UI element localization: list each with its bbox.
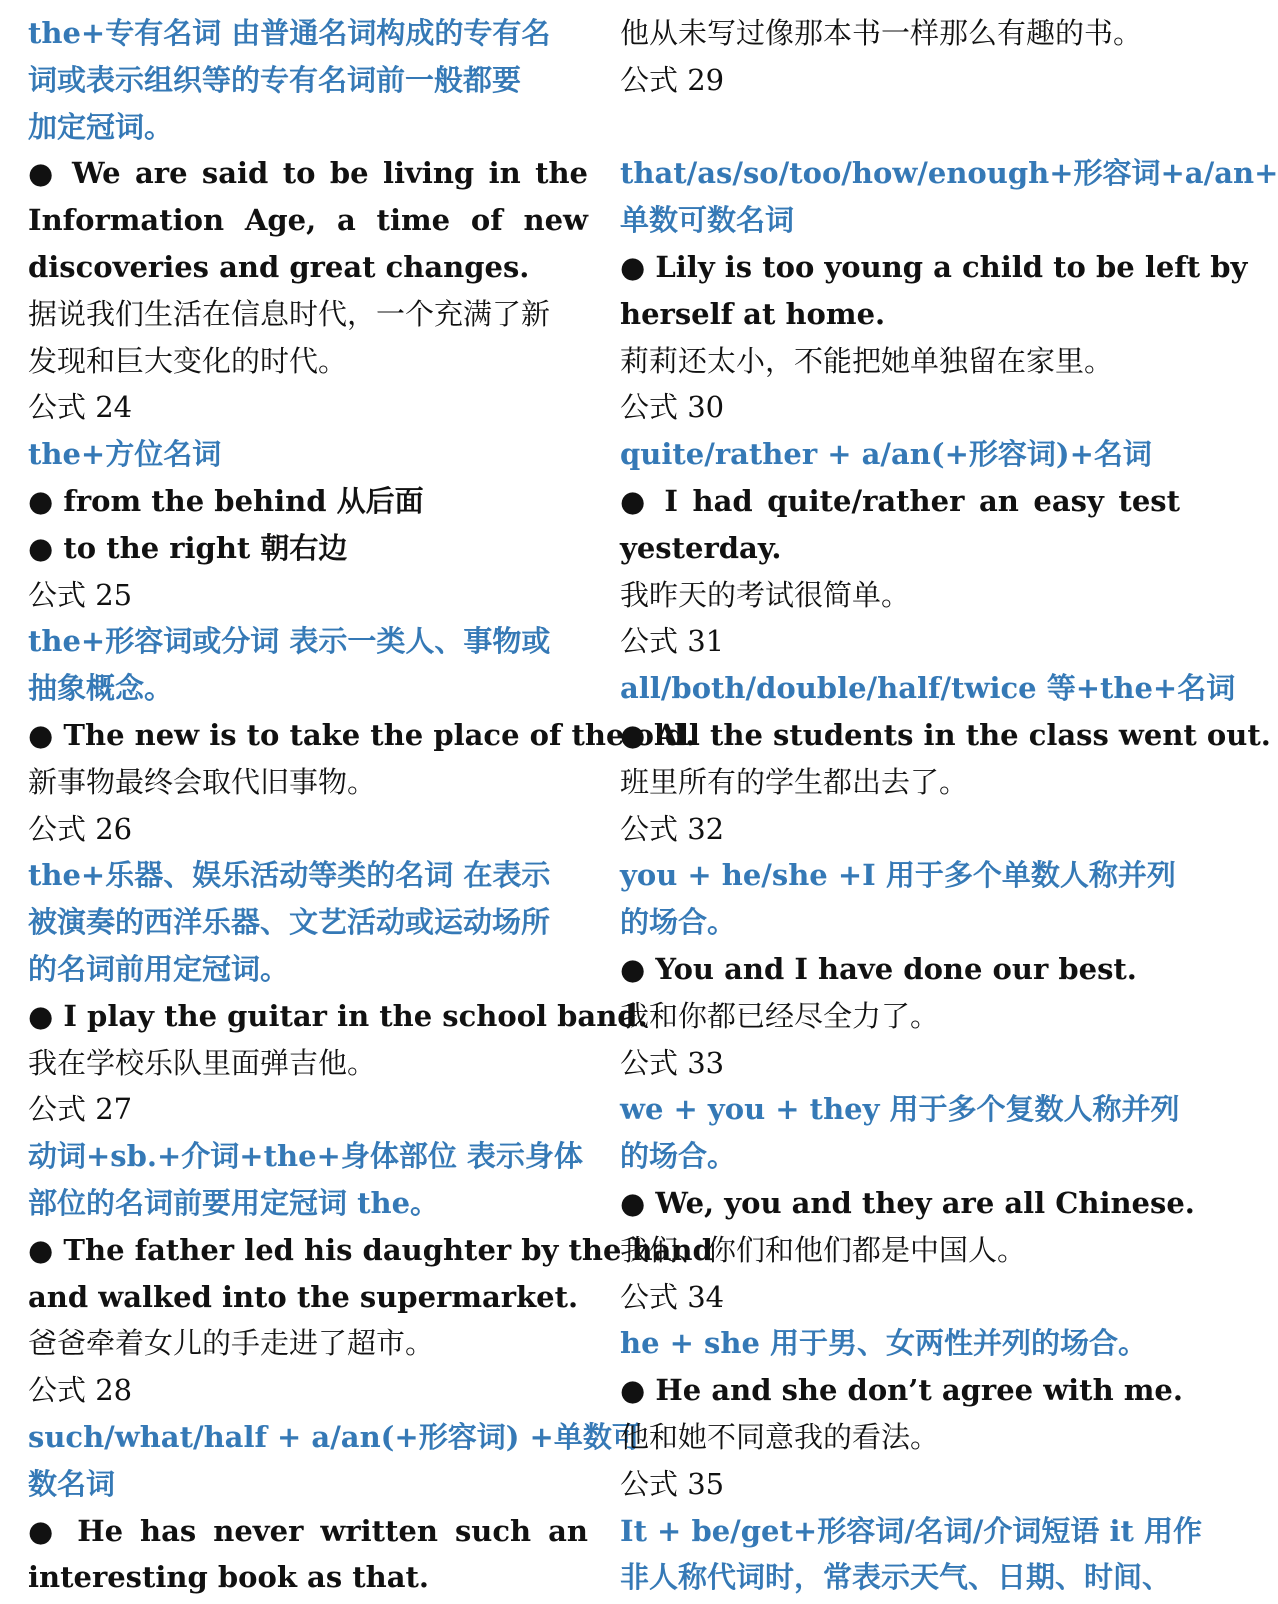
formula-heading-line: 被演奏的西洋乐器、文艺活动或运动场所 <box>28 905 551 940</box>
example-sentence-line: interesting book as that. <box>28 1560 430 1595</box>
example-sentence <box>28 1508 588 1602</box>
formula-heading-line: quite/rather + a/an(+形容词)+名词 <box>620 437 1152 472</box>
formula-heading-line: 词或表示组织等的专有名词前一般都要 <box>28 62 522 97</box>
example-sentence <box>28 993 648 1040</box>
formula-number <box>620 384 1180 431</box>
formula-number <box>620 1461 1180 1508</box>
translation-text <box>620 1227 1180 1274</box>
formula-heading-line: you + he/she +I 用于多个单数人称并列 <box>620 858 1176 893</box>
formula-number-label: 公式 28 <box>28 1373 133 1408</box>
example-sentence <box>620 1367 1183 1414</box>
formula-number-label: 公式 33 <box>620 1045 725 1080</box>
translation-text-line: 我在学校乐队里面弹吉他。 <box>28 1045 377 1080</box>
translation-text <box>620 10 1180 57</box>
formula-heading-line: 单数可数名词 <box>620 203 795 238</box>
formula-heading-line: all/both/double/half/twice 等+the+名词 <box>620 671 1236 706</box>
example-sentence <box>620 712 1271 759</box>
formula-heading-line: 加定冠词。 <box>28 109 174 144</box>
formula-number-label: 公式 34 <box>620 1279 725 1314</box>
example-sentence <box>620 1180 1195 1227</box>
example-sentence-line: yesterday. <box>620 530 782 565</box>
translation-text-line: 他和她不同意我的看法。 <box>620 1419 940 1454</box>
formula-number-label: 公式 29 <box>620 62 725 97</box>
example-sentence-line: ● The father led his daughter by the hand <box>28 1232 713 1267</box>
example-sentence <box>620 478 1180 572</box>
formula-heading-line: It + be/get+形容词/名词/介词短语 it 用作 <box>620 1513 1202 1548</box>
formula-number-label: 公式 25 <box>28 577 133 612</box>
example-sentence <box>28 712 696 759</box>
formula-number-label: 公式 27 <box>28 1092 133 1127</box>
formula-number <box>28 806 588 853</box>
formula-heading-line: the+专有名词 由普通名词构成的专有名 <box>28 16 551 50</box>
formula-heading <box>28 431 588 478</box>
formula-heading-line: he + she 用于男、女两性并列的场合。 <box>620 1326 1147 1361</box>
formula-number <box>28 1086 588 1133</box>
formula-heading-line: 的名词前用定冠词。 <box>28 951 290 986</box>
formula-heading-line: the+方位名词 <box>28 437 222 472</box>
translation-text <box>620 993 1180 1040</box>
formula-heading-line: 抽象概念。 <box>28 671 174 706</box>
translation-text <box>28 1040 588 1087</box>
formula-heading <box>620 1086 1180 1180</box>
translation-text-line: 我和你都已经尽全力了。 <box>620 998 940 1033</box>
formula-number <box>620 806 1180 853</box>
formula-number <box>620 57 1180 104</box>
example-sentence-line: ● He and she don’t agree with me. <box>620 1373 1183 1408</box>
formula-heading <box>28 1414 641 1508</box>
translation-text <box>620 1414 1180 1461</box>
example-sentence <box>620 946 1180 993</box>
formula-heading-line: the+形容词或分词 表示一类人、事物或 <box>28 624 551 659</box>
formula-heading <box>620 150 1278 244</box>
example-sentence-line: ● from the behind 从后面 <box>28 483 424 518</box>
formula-heading-line: 动词+sb.+介词+the+身体部位 表示身体 <box>28 1139 583 1174</box>
example-sentence-line: ● The new is to take the place of the old. <box>28 717 696 752</box>
formula-heading <box>620 431 1180 478</box>
formula-heading-line: 部位的名词前要用定冠词 the。 <box>28 1185 440 1220</box>
example-sentence-line: and walked into the supermarket. <box>28 1279 579 1314</box>
example-sentence <box>28 478 588 572</box>
formula-heading <box>620 1320 1180 1367</box>
translation-text <box>620 759 1180 806</box>
blank-line <box>620 104 1180 151</box>
translation-text <box>28 291 588 385</box>
formula-number <box>28 1367 588 1414</box>
formula-heading <box>620 852 1180 946</box>
formula-heading-line: such/what/half + a/an(+形容词) +单数可 <box>28 1419 641 1454</box>
example-sentence <box>28 150 588 290</box>
formula-heading-line: we + you + they 用于多个复数人称并列 <box>620 1092 1180 1127</box>
example-sentence-line: ● I play the guitar in the school band. <box>28 998 648 1033</box>
example-sentence-line: Information Age, a time of new <box>28 203 588 238</box>
translation-text-line: 莉莉还太小，不能把她单独留在家里。 <box>620 343 1114 378</box>
translation-text-line: 爸爸牵着女儿的手走进了超市。 <box>28 1326 435 1361</box>
formula-number <box>620 618 1180 665</box>
formula-number-label: 公式 35 <box>620 1466 725 1501</box>
example-sentence-line: ● Lily is too young a child to be left by <box>620 249 1248 284</box>
translation-text-line: 班里所有的学生都出去了。 <box>620 764 969 799</box>
example-sentence-line: ● We are said to be living in the <box>28 156 588 191</box>
example-sentence-line: ● You and I have done our best. <box>620 951 1137 986</box>
formula-heading <box>28 10 588 150</box>
formula-heading-line: 的场合。 <box>620 905 737 940</box>
formula-heading <box>28 1133 588 1227</box>
translation-text <box>28 759 588 806</box>
example-sentence-line: ● All the students in the class went out. <box>620 717 1271 752</box>
translation-text-line: 据说我们生活在信息时代，一个充满了新 <box>28 296 551 331</box>
example-sentence-line: ● He has never written such an <box>28 1513 588 1548</box>
example-sentence-line: ● We, you and they are all Chinese. <box>620 1185 1195 1220</box>
formula-heading <box>620 665 1236 712</box>
formula-heading <box>28 618 588 712</box>
translation-text-line: 他从未写过像那本书一样那么有趣的书。 <box>620 16 1143 50</box>
right-column <box>620 10 1278 1601</box>
example-sentence-line: ● to the right 朝右边 <box>28 530 348 565</box>
example-sentence <box>620 244 1248 338</box>
example-sentence-line: ● I had quite/rather an easy test <box>620 483 1180 518</box>
formula-number-label: 公式 31 <box>620 624 725 659</box>
formula-heading-line: that/as/so/too/how/enough+形容词+a/an+ <box>620 156 1278 191</box>
translation-text-line: 我们、你们和他们都是中国人。 <box>620 1232 1027 1267</box>
translation-text <box>28 1320 588 1367</box>
formula-heading <box>28 852 588 992</box>
formula-number-label: 公式 32 <box>620 811 725 846</box>
formula-number-label: 公式 24 <box>28 390 133 425</box>
formula-number <box>620 1274 1180 1321</box>
translation-text-line: 新事物最终会取代旧事物。 <box>28 764 377 799</box>
translation-text <box>620 338 1180 385</box>
translation-text-line: 我昨天的考试很简单。 <box>620 577 911 612</box>
formula-heading-line: 非人称代词时，常表示天气、日期、时间、 <box>620 1560 1172 1595</box>
formula-number <box>620 1040 1180 1087</box>
example-sentence-line: herself at home. <box>620 296 886 331</box>
translation-text <box>620 572 1180 619</box>
formula-number-label: 公式 30 <box>620 390 725 425</box>
formula-heading-line: 数名词 <box>28 1466 116 1501</box>
translation-text-line: 发现和巨大变化的时代。 <box>28 343 348 378</box>
formula-heading <box>620 1508 1202 1602</box>
formula-number <box>28 384 588 431</box>
formula-heading-line: 的场合。 <box>620 1139 737 1174</box>
formula-number-label: 公式 26 <box>28 811 133 846</box>
formula-heading-line: the+乐器、娱乐活动等类的名词 在表示 <box>28 858 551 893</box>
formula-number <box>28 572 588 619</box>
example-sentence-line: discoveries and great changes. <box>28 249 530 284</box>
